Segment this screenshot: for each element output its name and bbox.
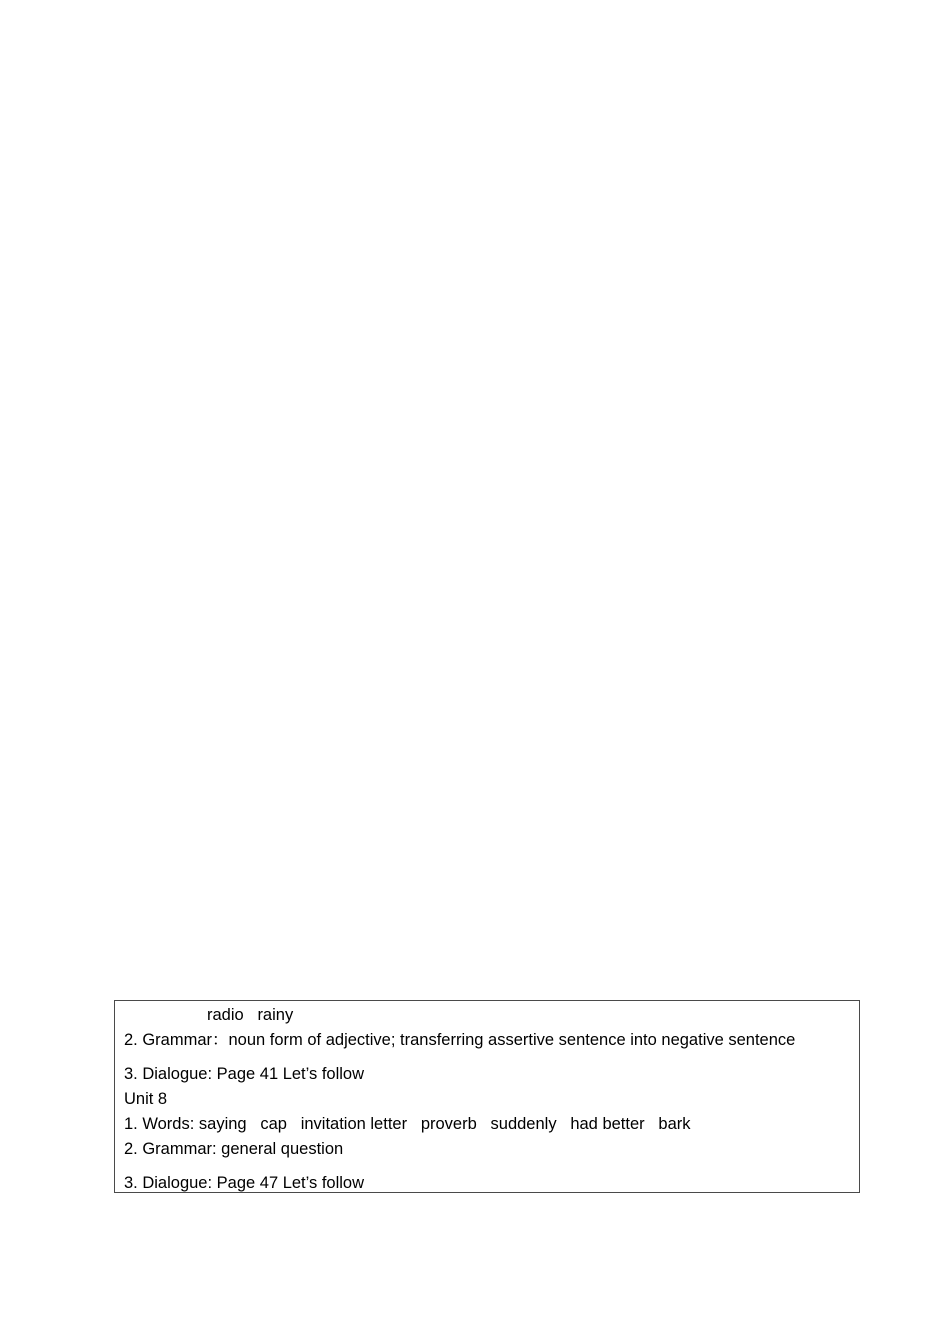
grammar-line-unit8: 2. Grammar: general question xyxy=(124,1140,344,1158)
dialogue-line-unit7: 3. Dialogue: Page 41 Let’s follow xyxy=(124,1065,365,1083)
words-line-unit8: 1. Words: saying cap invitation letter proverb suddenly had better bark xyxy=(124,1115,691,1133)
grammar-line-unit7: 2. Grammar：noun form of adjective; transferring assertive sentence into negative sentence xyxy=(124,1031,796,1049)
words-continuation-line: radio rainy xyxy=(207,1006,294,1024)
lesson-summary-box xyxy=(114,1000,860,1193)
dialogue-line-unit8: 3. Dialogue: Page 47 Let’s follow xyxy=(124,1174,365,1192)
unit-8-heading: Unit 8 xyxy=(124,1090,168,1108)
